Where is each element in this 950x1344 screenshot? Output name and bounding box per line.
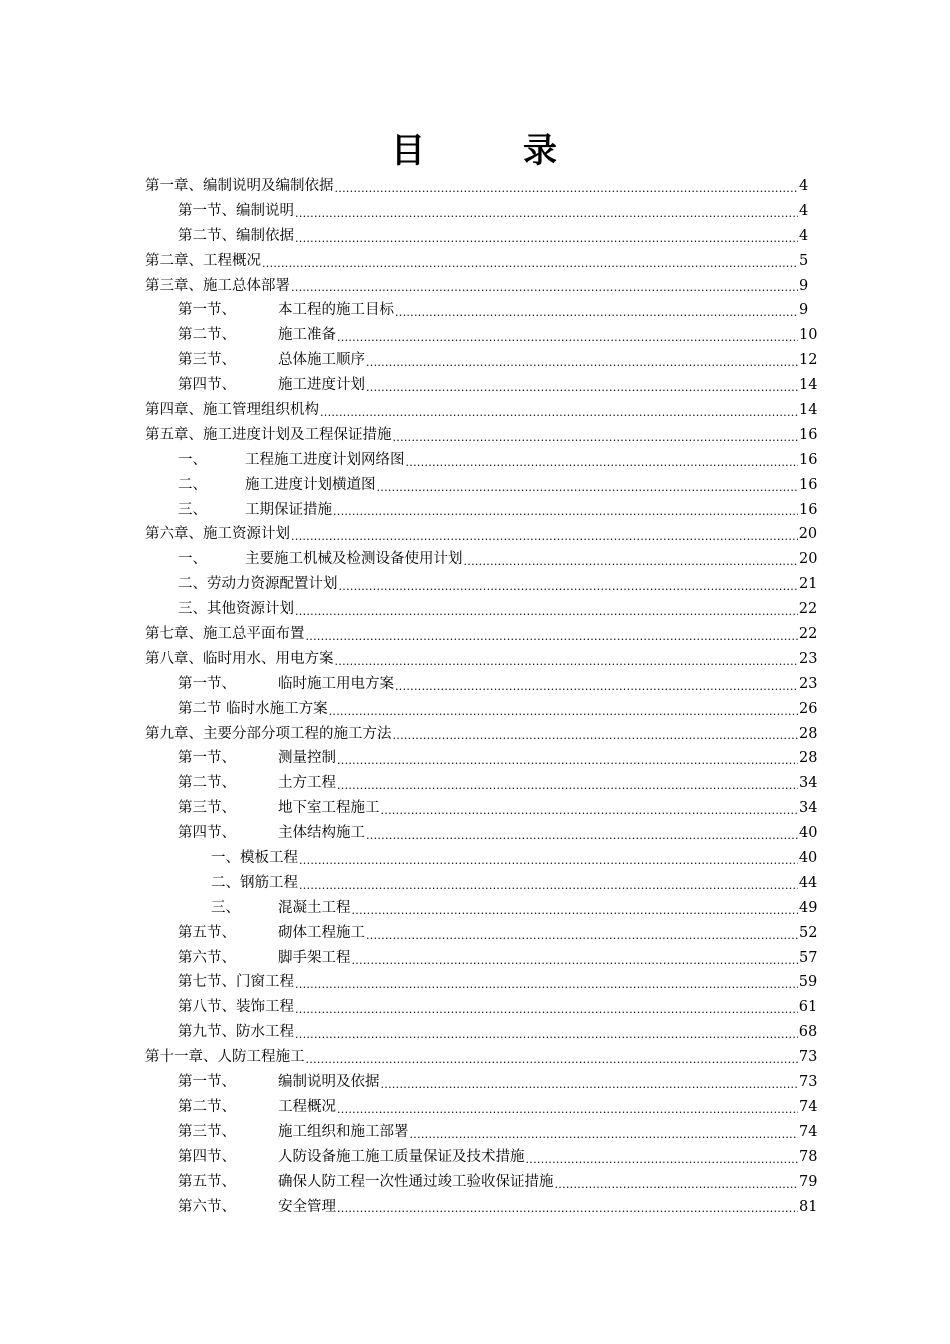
- toc-page-number: 21: [799, 576, 818, 593]
- toc-entry-prefix: 第一节、编制说明: [178, 202, 294, 219]
- toc-entry[interactable]: [145, 1145, 818, 1170]
- toc-entry[interactable]: [145, 1045, 818, 1070]
- toc-entry-text: 施工进度计划: [278, 377, 365, 394]
- toc-page-number: 74: [799, 1123, 818, 1140]
- toc-page-number: 59: [798, 974, 818, 991]
- toc-dot-leader: [295, 975, 798, 995]
- title-char-left: 目: [391, 131, 427, 171]
- toc-entry[interactable]: [145, 622, 818, 647]
- toc-entry-prefix: 一、模板工程: [211, 850, 298, 867]
- toc-dot-leader: [377, 478, 799, 498]
- toc-page-number: 78: [799, 1148, 818, 1165]
- toc-page-number: 74: [799, 1098, 818, 1115]
- toc-dot-leader: [337, 1100, 798, 1120]
- toc-entry-prefix: 第二章、工程概况: [145, 252, 261, 269]
- toc-entry[interactable]: [145, 1070, 818, 1095]
- toc-entry-label: [145, 174, 334, 199]
- toc-page-number: 22: [798, 626, 818, 643]
- toc-entry-prefix: 第一节、: [178, 1074, 236, 1091]
- toc-entry-prefix: 第六节、: [178, 1198, 236, 1215]
- toc-entry-label: [145, 622, 305, 647]
- toc-entry-label: [178, 1195, 336, 1220]
- toc-entry-label: [178, 697, 328, 722]
- toc-entry-text: 施工进度计划横道图: [245, 476, 376, 493]
- toc-dot-leader: [306, 627, 798, 647]
- toc-entry-label: [178, 970, 294, 995]
- toc-entry[interactable]: [145, 572, 818, 597]
- toc-entry[interactable]: [145, 348, 818, 373]
- toc-entry[interactable]: [145, 224, 807, 249]
- toc-dot-leader: [299, 876, 798, 896]
- toc-dot-leader: [337, 1199, 798, 1219]
- toc-page-number: 68: [798, 1024, 818, 1041]
- toc-entry[interactable]: [145, 597, 818, 622]
- toc-page-number: 9: [799, 277, 809, 294]
- toc-entry[interactable]: [145, 846, 818, 871]
- toc-entry-prefix: 第三节、: [178, 800, 236, 817]
- toc-entry[interactable]: [145, 249, 807, 274]
- toc-entry-text: 混凝土工程: [278, 899, 351, 916]
- toc-entry[interactable]: [145, 174, 807, 199]
- toc-page-number: 4: [799, 177, 809, 194]
- toc-page-number: 40: [799, 825, 818, 842]
- toc-entry[interactable]: [145, 746, 818, 771]
- toc-entry-prefix: 第二节、: [178, 775, 236, 792]
- toc-entry-text: 本工程的施工目标: [278, 302, 394, 319]
- toc-entry-label: [178, 199, 294, 224]
- toc-entry[interactable]: [145, 373, 818, 398]
- toc-entry[interactable]: [145, 796, 818, 821]
- toc-page-number: 57: [799, 949, 818, 966]
- toc-entry-label: [178, 498, 332, 523]
- toc-entry[interactable]: [145, 473, 818, 498]
- toc-page-number: 16: [799, 501, 818, 518]
- toc-entry-prefix: 第三章、施工总体部署: [145, 277, 290, 294]
- toc-entry-text: 施工组织和施工部署: [278, 1123, 409, 1140]
- table-of-contents: [145, 174, 818, 1219]
- toc-page-number: 73: [799, 1074, 818, 1091]
- toc-dot-leader: [337, 776, 798, 796]
- toc-entry-text: 工期保证措施: [245, 501, 332, 518]
- toc-dot-leader: [306, 1050, 798, 1070]
- toc-entry-prefix: 第四节、: [178, 825, 236, 842]
- toc-entry-prefix: 第九章、主要分部分项工程的施工方法: [145, 725, 392, 742]
- toc-page-number: 22: [798, 601, 818, 618]
- toc-dot-leader: [291, 527, 798, 547]
- toc-page-number: 16: [799, 451, 818, 468]
- toc-dot-leader: [329, 702, 798, 722]
- toc-dot-leader: [393, 726, 799, 746]
- toc-entry-label: [178, 771, 336, 796]
- toc-entry-label: [145, 522, 290, 547]
- toc-dot-leader: [395, 303, 798, 323]
- toc-page-number: 20: [798, 526, 818, 543]
- toc-entry-text: 安全管理: [278, 1198, 336, 1215]
- toc-entry-prefix: 第三节、: [178, 1123, 236, 1140]
- toc-entry-prefix: 第五节、: [178, 924, 236, 941]
- toc-entry-prefix: 第五章、施工进度计划及工程保证措施: [145, 426, 392, 443]
- toc-entry-prefix: 第七节、门窗工程: [178, 974, 294, 991]
- toc-entry-text: 工程施工进度计划网络图: [245, 451, 405, 468]
- toc-entry-prefix: 第二节、: [178, 1098, 236, 1115]
- toc-entry[interactable]: [145, 1195, 818, 1220]
- toc-entry-label: [211, 871, 298, 896]
- toc-dot-leader: [526, 1150, 799, 1170]
- toc-page-number: 34: [799, 775, 818, 792]
- toc-dot-leader: [335, 652, 799, 672]
- toc-page-number: 5: [799, 252, 809, 269]
- toc-entry-prefix: 二、: [178, 476, 207, 493]
- toc-dot-leader: [295, 204, 798, 224]
- toc-dot-leader: [352, 951, 799, 971]
- toc-page-number: 23: [799, 675, 818, 692]
- toc-entry[interactable]: [145, 199, 807, 224]
- toc-entry-prefix: 第二节、: [178, 327, 236, 344]
- toc-page-number: 16: [799, 426, 818, 443]
- toc-entry-label: [178, 473, 376, 498]
- toc-page-number: 9: [799, 302, 809, 319]
- toc-entry[interactable]: [145, 547, 818, 572]
- toc-page-number: 81: [799, 1198, 818, 1215]
- toc-entry-label: [145, 274, 290, 299]
- toc-entry-prefix: 三、其他资源计划: [178, 601, 294, 618]
- toc-dot-leader: [339, 577, 799, 597]
- toc-entry-text: 脚手架工程: [278, 949, 351, 966]
- toc-dot-leader: [352, 901, 799, 921]
- toc-entry[interactable]: [145, 1020, 818, 1045]
- toc-entry-label: [178, 1170, 554, 1195]
- toc-entry-label: [178, 348, 365, 373]
- toc-dot-leader: [337, 328, 798, 348]
- toc-entry-label: [211, 896, 351, 921]
- toc-dot-leader: [337, 751, 798, 771]
- toc-entry-label: [145, 398, 319, 423]
- toc-entry-label: [145, 249, 261, 274]
- toc-entry-prefix: 第四节、: [178, 377, 236, 394]
- toc-dot-leader: [295, 1025, 798, 1045]
- toc-entry-label: [145, 647, 334, 672]
- toc-page-number: 20: [799, 551, 818, 568]
- toc-entry-text: 总体施工顺序: [278, 352, 365, 369]
- toc-dot-leader: [381, 1075, 799, 1095]
- toc-entry-label: [178, 672, 394, 697]
- toc-entry-prefix: 第九节、防水工程: [178, 1024, 294, 1041]
- toc-page-number: 23: [799, 650, 818, 667]
- toc-entry-prefix: 第一节、: [178, 750, 236, 767]
- toc-entry-prefix: 三、: [211, 899, 240, 916]
- toc-entry-text: 人防设备施工施工质量保证及技术措施: [278, 1148, 525, 1165]
- toc-page-number: 28: [799, 725, 818, 742]
- toc-entry[interactable]: [145, 1095, 818, 1120]
- toc-entry-prefix: 第五节、: [178, 1173, 236, 1190]
- toc-entry-prefix: 第二节 临时水施工方案: [178, 700, 328, 717]
- toc-entry-label: [178, 373, 365, 398]
- toc-entry[interactable]: [145, 672, 818, 697]
- toc-entry-label: [145, 423, 392, 448]
- toc-entry[interactable]: [145, 995, 818, 1020]
- toc-page-number: 73: [798, 1049, 818, 1066]
- toc-entry-prefix: 第一节、: [178, 302, 236, 319]
- toc-page-number: 14: [799, 402, 818, 418]
- toc-entry-label: [178, 1070, 380, 1095]
- toc-entry-label: [178, 1145, 525, 1170]
- toc-entry-label: [178, 547, 463, 572]
- toc-dot-leader: [395, 677, 798, 697]
- toc-page-number: 61: [798, 999, 818, 1016]
- toc-page-number: 40: [798, 850, 818, 867]
- toc-entry-text: 临时施工用电方案: [278, 675, 394, 692]
- toc-entry[interactable]: [145, 298, 807, 323]
- toc-entry-label: [178, 796, 380, 821]
- toc-entry[interactable]: [145, 697, 818, 722]
- toc-entry-prefix: 第四节、: [178, 1148, 236, 1165]
- toc-entry-prefix: 第四章、施工管理组织机构: [145, 402, 319, 418]
- toc-entry-prefix: 第一章、编制说明及编制依据: [145, 177, 334, 194]
- toc-page-number: 4: [799, 202, 809, 219]
- toc-entry-label: [178, 298, 394, 323]
- toc-entry-text: 地下室工程施工: [278, 800, 380, 817]
- toc-entry-label: [211, 846, 298, 871]
- toc-entry-label: [178, 746, 336, 771]
- toc-entry-text: 编制说明及依据: [278, 1074, 380, 1091]
- toc-entry-label: [178, 572, 338, 597]
- toc-entry-prefix: 三、: [178, 501, 207, 518]
- toc-entry-text: 测量控制: [278, 750, 336, 767]
- toc-entry[interactable]: [145, 722, 818, 747]
- toc-dot-leader: [333, 502, 798, 522]
- toc-entry-prefix: 第八章、临时用水、用电方案: [145, 650, 334, 667]
- toc-page-number: 16: [799, 476, 818, 493]
- toc-entry-label: [178, 224, 294, 249]
- toc-entry-text: 工程概况: [278, 1098, 336, 1115]
- toc-entry-label: [178, 1095, 336, 1120]
- toc-entry-label: [178, 946, 351, 971]
- toc-page-number: 4: [799, 227, 809, 244]
- toc-entry-prefix: 第六节、: [178, 949, 236, 966]
- toc-dot-leader: [295, 602, 798, 622]
- toc-entry[interactable]: [145, 946, 818, 971]
- toc-page-number: 79: [799, 1173, 818, 1190]
- toc-entry-prefix: 一、: [178, 451, 207, 468]
- toc-entry[interactable]: [145, 274, 807, 299]
- toc-entry[interactable]: [145, 971, 818, 996]
- toc-page-number: 49: [799, 899, 818, 916]
- toc-dot-leader: [295, 1000, 798, 1020]
- toc-dot-leader: [320, 403, 798, 423]
- toc-dot-leader: [291, 278, 798, 298]
- toc-dot-leader: [464, 552, 799, 572]
- toc-entry-text: 主要施工机械及检测设备使用计划: [245, 551, 463, 568]
- toc-entry-label: [178, 323, 336, 348]
- title-char-right: 录: [523, 131, 559, 171]
- toc-dot-leader: [366, 378, 798, 398]
- toc-entry-prefix: 第八节、装饰工程: [178, 999, 294, 1016]
- toc-dot-leader: [555, 1175, 799, 1195]
- toc-entry[interactable]: [145, 323, 818, 348]
- toc-page-number: 14: [799, 377, 818, 394]
- toc-entry-label: [145, 1045, 305, 1070]
- toc-entry[interactable]: [145, 423, 818, 448]
- toc-dot-leader: [381, 801, 799, 821]
- toc-entry[interactable]: [145, 896, 818, 921]
- toc-dot-leader: [335, 179, 799, 199]
- toc-page-number: 44: [798, 874, 818, 891]
- toc-entry[interactable]: [145, 921, 818, 946]
- toc-dot-leader: [406, 453, 799, 473]
- toc-entry-prefix: 第十一章、人防工程施工: [145, 1049, 305, 1066]
- toc-entry[interactable]: [145, 448, 818, 473]
- toc-entry-label: [178, 448, 405, 473]
- toc-page-number: 10: [799, 327, 818, 344]
- toc-page-number: 28: [799, 750, 818, 767]
- toc-page-number: 26: [799, 700, 818, 717]
- toc-entry-prefix: 第一节、: [178, 675, 236, 692]
- toc-entry[interactable]: [145, 821, 818, 846]
- toc-entry-text: 土方工程: [278, 775, 336, 792]
- toc-entry-label: [178, 921, 365, 946]
- toc-dot-leader: [410, 1125, 799, 1145]
- toc-dot-leader: [262, 254, 798, 274]
- toc-entry[interactable]: [145, 647, 818, 672]
- toc-entry-text: 砌体工程施工: [278, 924, 365, 941]
- toc-dot-leader: [299, 851, 798, 871]
- toc-dot-leader: [366, 826, 798, 846]
- toc-entry-label: [178, 1020, 294, 1045]
- toc-entry-prefix: 二、钢筋工程: [211, 874, 298, 891]
- toc-entry[interactable]: [145, 522, 818, 547]
- toc-dot-leader: [295, 229, 798, 249]
- toc-entry-prefix: 第三节、: [178, 352, 236, 369]
- toc-dot-leader: [366, 926, 798, 946]
- toc-entry-text: 施工准备: [278, 327, 336, 344]
- toc-entry[interactable]: [145, 771, 818, 796]
- toc-entry-prefix: 第六章、施工资源计划: [145, 526, 290, 543]
- toc-entry-label: [178, 1120, 409, 1145]
- toc-entry[interactable]: [145, 1170, 818, 1195]
- toc-entry-label: [178, 597, 294, 622]
- toc-entry-text: 主体结构施工: [278, 825, 365, 842]
- toc-entry[interactable]: [145, 498, 818, 523]
- toc-entry-prefix: 第二节、编制依据: [178, 227, 294, 244]
- toc-dot-leader: [366, 353, 798, 373]
- toc-page-number: 52: [799, 924, 818, 941]
- toc-entry-prefix: 一、: [178, 551, 207, 568]
- toc-entry-label: [178, 821, 365, 846]
- page-title: [0, 128, 950, 174]
- toc-entry-label: [145, 722, 392, 747]
- toc-page-number: 34: [799, 800, 818, 817]
- toc-entry-label: [178, 995, 294, 1020]
- toc-page-number: 12: [799, 352, 818, 369]
- toc-entry[interactable]: [145, 1120, 818, 1145]
- toc-entry[interactable]: [145, 871, 818, 896]
- toc-entry[interactable]: [145, 398, 818, 423]
- toc-entry-text: 确保人防工程一次性通过竣工验收保证措施: [278, 1173, 554, 1190]
- toc-entry-prefix: 二、劳动力资源配置计划: [178, 576, 338, 593]
- toc-entry-prefix: 第七章、施工总平面布置: [145, 626, 305, 643]
- toc-dot-leader: [393, 428, 799, 448]
